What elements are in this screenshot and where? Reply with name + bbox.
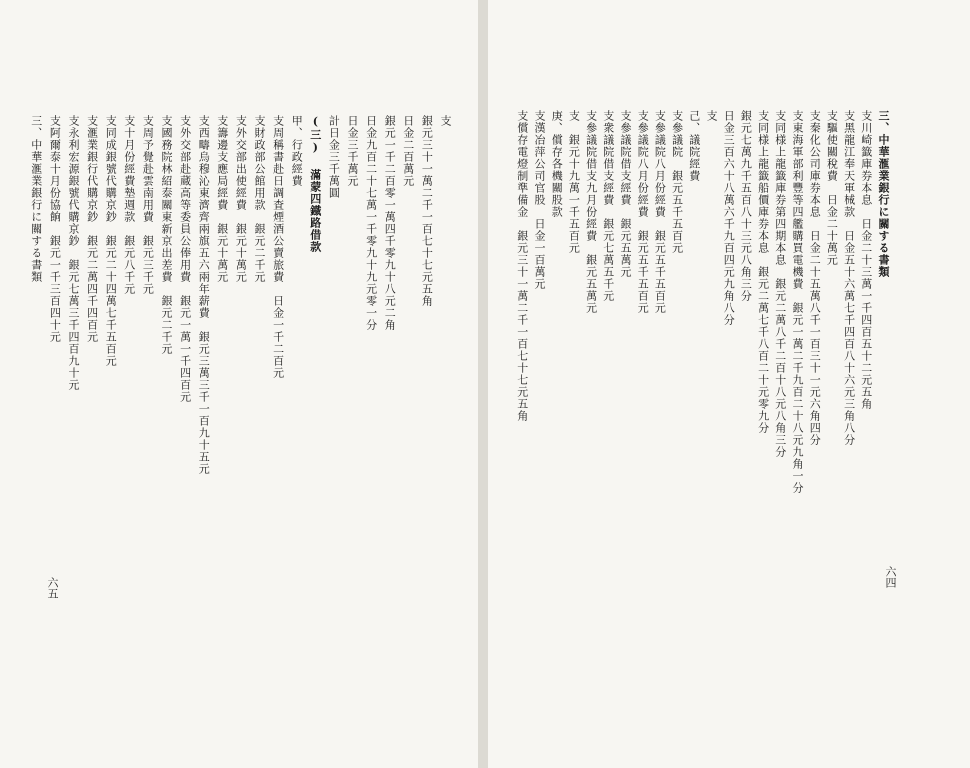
text-column: 支同成銀號代購京鈔 銀元二十四萬七千五百元 [104,115,118,367]
text-column: 銀元一千二百零一萬四千零九十八元二角 [383,115,397,331]
text-column: 銀元七萬九千五百八十三元八角三分 [739,110,753,302]
text-column: 支償存電燈制準備金 銀元三十一萬二千一百七十七元五角 [515,110,529,422]
right-page [488,0,970,768]
text-column: 支參議院借支九月份經費 銀元五萬元 [584,110,598,314]
text-column: 支滙業銀行代購京鈔 銀元二萬四千四百元 [85,115,99,343]
text-column: 支外交部出使經費 銀元十萬元 [234,115,248,283]
left-page [0,0,478,768]
text-column: 銀元三十一萬二千一百七十七元五角 [420,115,434,307]
text-column: 支同様上龍籤庫券第四期本息 銀元二萬八千二百十八元八角三分 [773,110,787,458]
text-column: 支 [439,115,452,127]
text-column: 支參議院八月份經費 銀元五千五百元 [653,110,667,314]
text-column: 庚、償存各機關股款 [550,110,564,218]
book-gutter [478,0,488,768]
page-number: 六五 [46,577,59,599]
text-column: 支參議院借支經費 銀元五萬元 [619,110,632,278]
text-column: 支阿爾泰十月份協餉 銀元一千三百四十元 [48,115,62,343]
text-column: 日金三千萬元 [346,115,359,187]
text-column: 日金二百萬元 [401,115,415,187]
text-column: 支同様上龍籤船價庫券本息 銀元二萬七千八百二十元零九分 [756,110,770,434]
text-column: 日金三百六十八萬六千九百四元九角八分 [722,110,736,326]
text-column: 支參議院八月份經費 銀元五千五百元 [636,110,650,314]
text-column: 支川崎籤庫券本息 日金二十三萬一千四百五十二元五角 [859,110,873,410]
text-column: 支周稱書赴日調査煙酒公賣旅費 日金一千二百元 [271,115,285,379]
text-column: 日金九百二十七萬一千零九十九元零一分 [364,115,378,331]
text-column: 支驅使關稅費 日金二十萬元 [825,110,839,266]
text-column: 計日金三千萬圓 [327,115,341,199]
text-column: 支漢冶萍公司官股 日金一百萬元 [533,110,546,290]
text-column: 支十月份經費墊週款 銀元八千元 [122,115,136,295]
text-column: 支國務院林紹泰關東新京出差費 銀元二千元 [160,115,173,355]
text-column: 支西疇烏穆沁東濟齊兩旗五六兩年薪費 銀元三萬三千一百九十五元 [197,115,211,475]
text-column: 己、議院經費 [687,110,701,182]
text-column: 三、中華滙業銀行に關する書類 [877,110,890,278]
text-column: 支東海軍部利豐等四艦購買電機費 銀元一萬二千九百二十八元九角一分 [791,110,804,494]
text-column: 支周予覺赴雲南用費 銀元三千元 [141,115,155,295]
text-column: 支參議院 銀元五千五百元 [670,110,684,254]
text-column: 三、中華滙業銀行に關する書類 [29,115,43,283]
text-column: 支 [705,110,718,122]
text-column: 支 銀元十九萬一千五百元 [567,110,581,254]
text-column: 支秦化公司庫券本息 日金二十五萬八千一百三十一元六角四分 [808,110,822,446]
text-column: 支衆議院借支經費 銀元七萬五千元 [601,110,615,302]
text-column: 支財政部公館用款 銀元二千元 [253,115,266,283]
text-column: 支黑龍江奉天軍械款 日金五十六萬七千四百八十六元三角八分 [842,110,856,446]
page-number: 六四 [884,566,897,588]
text-column: 支籌邊支應局經費 銀元十萬元 [215,115,229,283]
text-column: 支永利宏源銀號代購京鈔 銀元七萬三千四百九十元 [67,115,80,391]
text-column: (三) 滿蒙四鐵路借款 [308,115,322,253]
text-column: 甲、行政經費 [290,115,304,187]
text-column: 支外交部赴蔵高等委員公俸用費 銀元一萬一千四百元 [178,115,192,403]
